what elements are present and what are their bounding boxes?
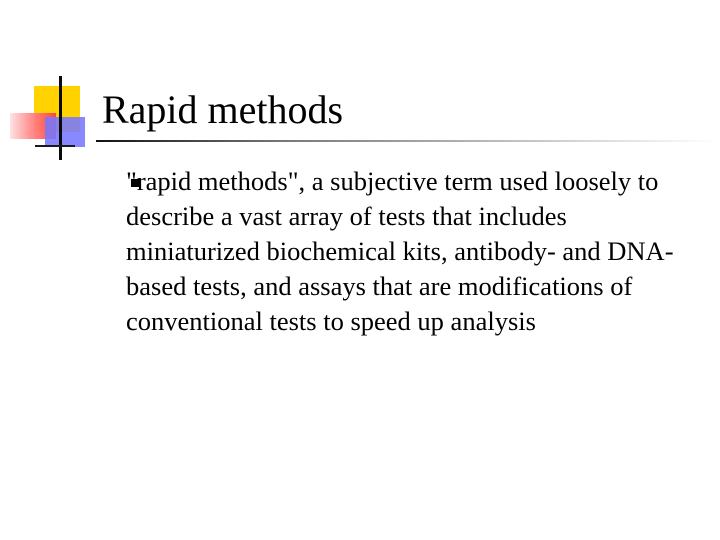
slide-title: Rapid methods [102, 87, 344, 132]
slide-body [126, 164, 696, 339]
bullet-text: "rapid methods", a subjective term used loosely to describe a vast array of tests that includes miniaturized biochemical kits, antibody- and DNA-based tests, and assays that are modifications of conventional tests to speed up analysis [126, 166, 674, 336]
blue-square [45, 117, 85, 147]
horizontal-line-short [35, 145, 75, 147]
title-underline [96, 140, 718, 142]
decorative-logo [0, 0, 120, 170]
vertical-line [59, 76, 62, 160]
